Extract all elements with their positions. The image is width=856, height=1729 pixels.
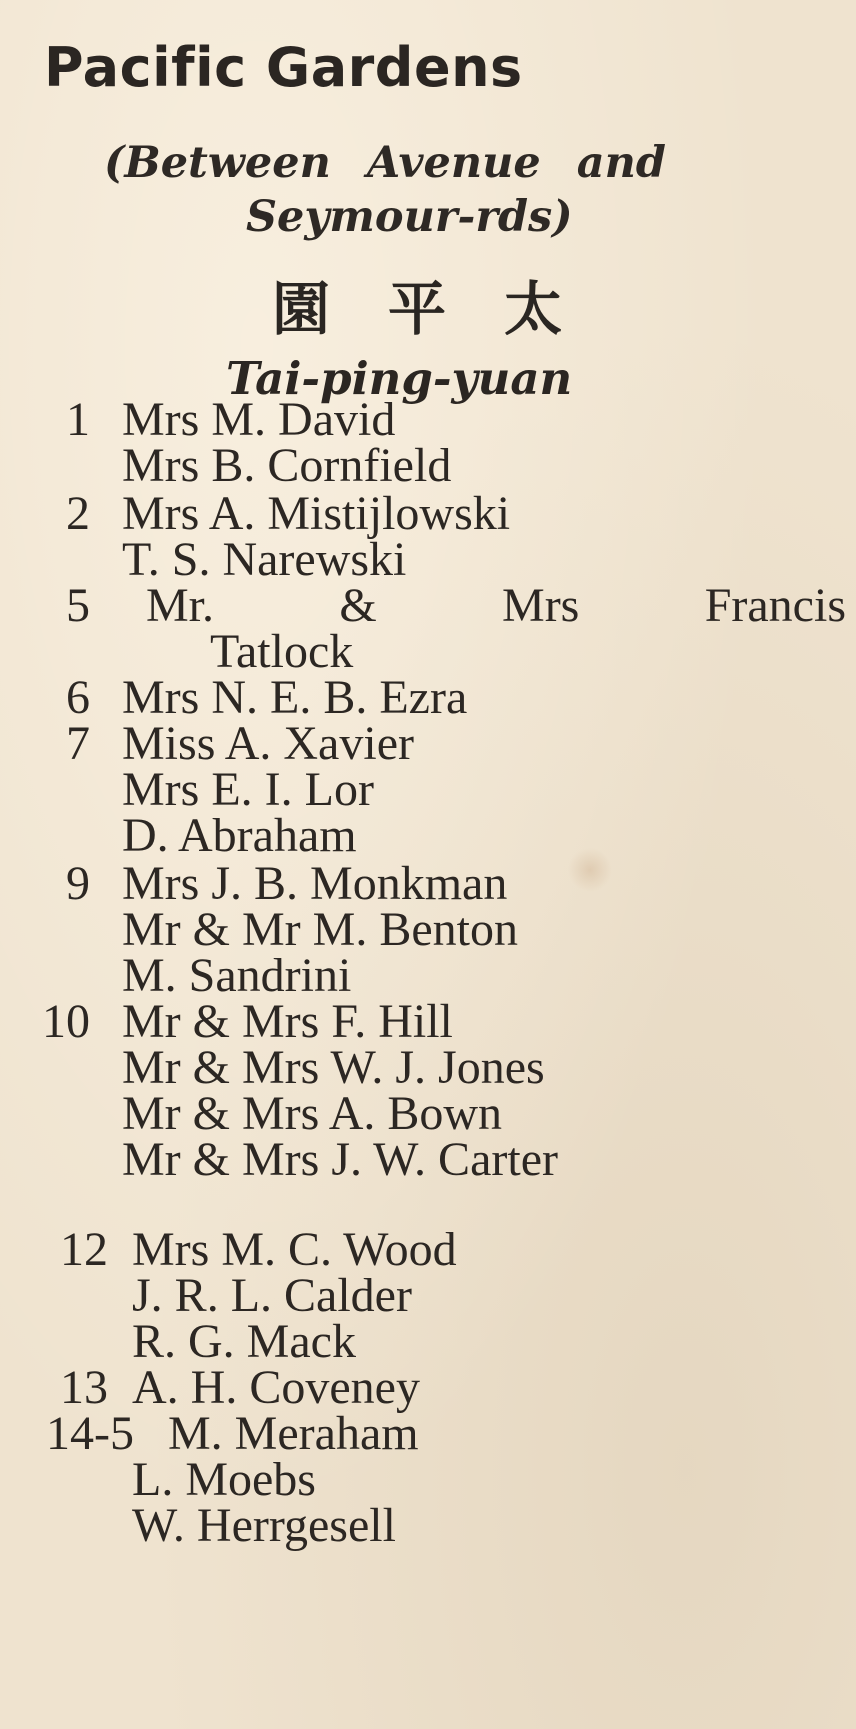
- resident-name: Mrs M. David: [122, 393, 396, 446]
- resident-name: W. Herrgesell: [132, 1499, 396, 1552]
- resident-name: Mrs E. I. Lor: [122, 763, 374, 816]
- resident-name: M. Meraham: [168, 1407, 419, 1460]
- house-number: 12: [60, 1223, 108, 1276]
- resident-name: Mr & Mr M. Benton: [122, 903, 518, 956]
- house-number: 5: [66, 579, 90, 632]
- resident-name: Mr. & Mrs Francis: [146, 579, 846, 632]
- house-number: 9: [66, 857, 90, 910]
- chinese-street-name: 園平太: [272, 275, 621, 343]
- resident-name: Mr & Mrs F. Hill: [122, 995, 453, 1048]
- location-word: and: [576, 138, 666, 188]
- resident-name: R. G. Mack: [132, 1315, 356, 1368]
- resident-name: A. H. Coveney: [132, 1361, 420, 1414]
- house-number: 13: [60, 1361, 108, 1414]
- resident-name: T. S. Narewski: [122, 533, 407, 586]
- location-word: Avenue: [366, 138, 541, 188]
- resident-name: M. Sandrini: [122, 949, 352, 1002]
- street-location-line-2: Seymour-rds): [246, 192, 573, 242]
- house-number: 7: [66, 717, 90, 770]
- resident-name: Mrs B. Cornfield: [122, 439, 452, 492]
- house-number: 1: [66, 393, 90, 446]
- street-location-line-1: [104, 138, 666, 188]
- resident-name: Mrs M. C. Wood: [132, 1223, 457, 1276]
- resident-name: Mr & Mrs A. Bown: [122, 1087, 503, 1140]
- resident-name: Mrs J. B. Monkman: [122, 857, 508, 910]
- house-number: 2: [66, 487, 90, 540]
- resident-name: Mrs N. E. B. Ezra: [122, 671, 468, 724]
- resident-name: Mrs A. Mistijlowski: [122, 487, 511, 540]
- resident-name: Mr & Mrs J. W. Carter: [122, 1133, 558, 1186]
- location-word: (Between: [104, 138, 331, 188]
- street-heading: Pacific Gardens: [44, 36, 523, 99]
- house-number: 6: [66, 671, 90, 724]
- resident-name: J. R. L. Calder: [132, 1269, 412, 1322]
- resident-name: D. Abraham: [122, 809, 357, 862]
- house-number: 14-5: [46, 1407, 134, 1460]
- romanized-street-name: Tai-ping-yuan: [226, 352, 573, 405]
- house-number: 10: [42, 995, 90, 1048]
- resident-name: Mr & Mrs W. J. Jones: [122, 1041, 545, 1094]
- resident-name: Tatlock: [210, 625, 354, 678]
- resident-name: L. Moebs: [132, 1453, 316, 1506]
- resident-name: Miss A. Xavier: [122, 717, 414, 770]
